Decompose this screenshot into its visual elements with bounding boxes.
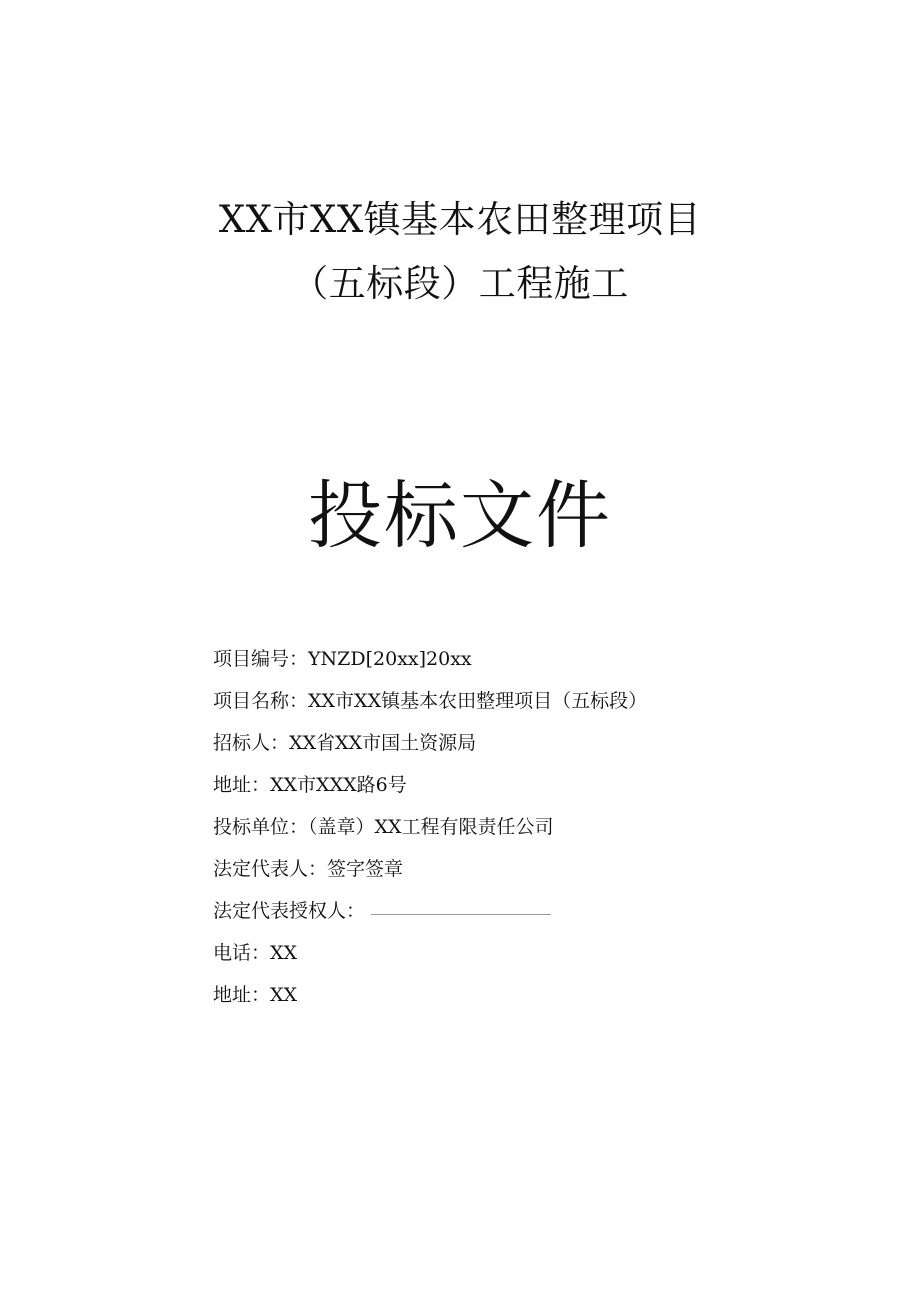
document-type-heading: 投标文件	[308, 473, 612, 559]
project-title-line-2: （五标段）工程施工	[291, 262, 629, 305]
legal-representative: 法定代表人：签字签章	[213, 858, 404, 880]
authorized-representative-row	[213, 890, 873, 932]
project-number: 项目编号：YNZD[20xx]20xx	[213, 648, 472, 670]
authorized-representative-label: 法定代表授权人：	[213, 900, 366, 922]
bidder-unit: 投标单位：（盖章）XX工程有限责任公司	[213, 816, 554, 838]
project-name: 项目名称：XX市XX镇基本农田整理项目（五标段）	[213, 690, 648, 712]
tenderer: 招标人：XX省XX市国土资源局	[213, 732, 477, 754]
signature-blank-line	[371, 913, 551, 915]
bidder-address: 地址：XX	[213, 984, 298, 1006]
tenderer-address: 地址：XX市XXX路6号	[213, 774, 407, 796]
title-block	[0, 188, 920, 316]
phone: 电话：XX	[213, 942, 298, 964]
info-list	[213, 638, 873, 1016]
project-title-line-1: XX市XX镇基本农田整理项目	[218, 198, 702, 241]
